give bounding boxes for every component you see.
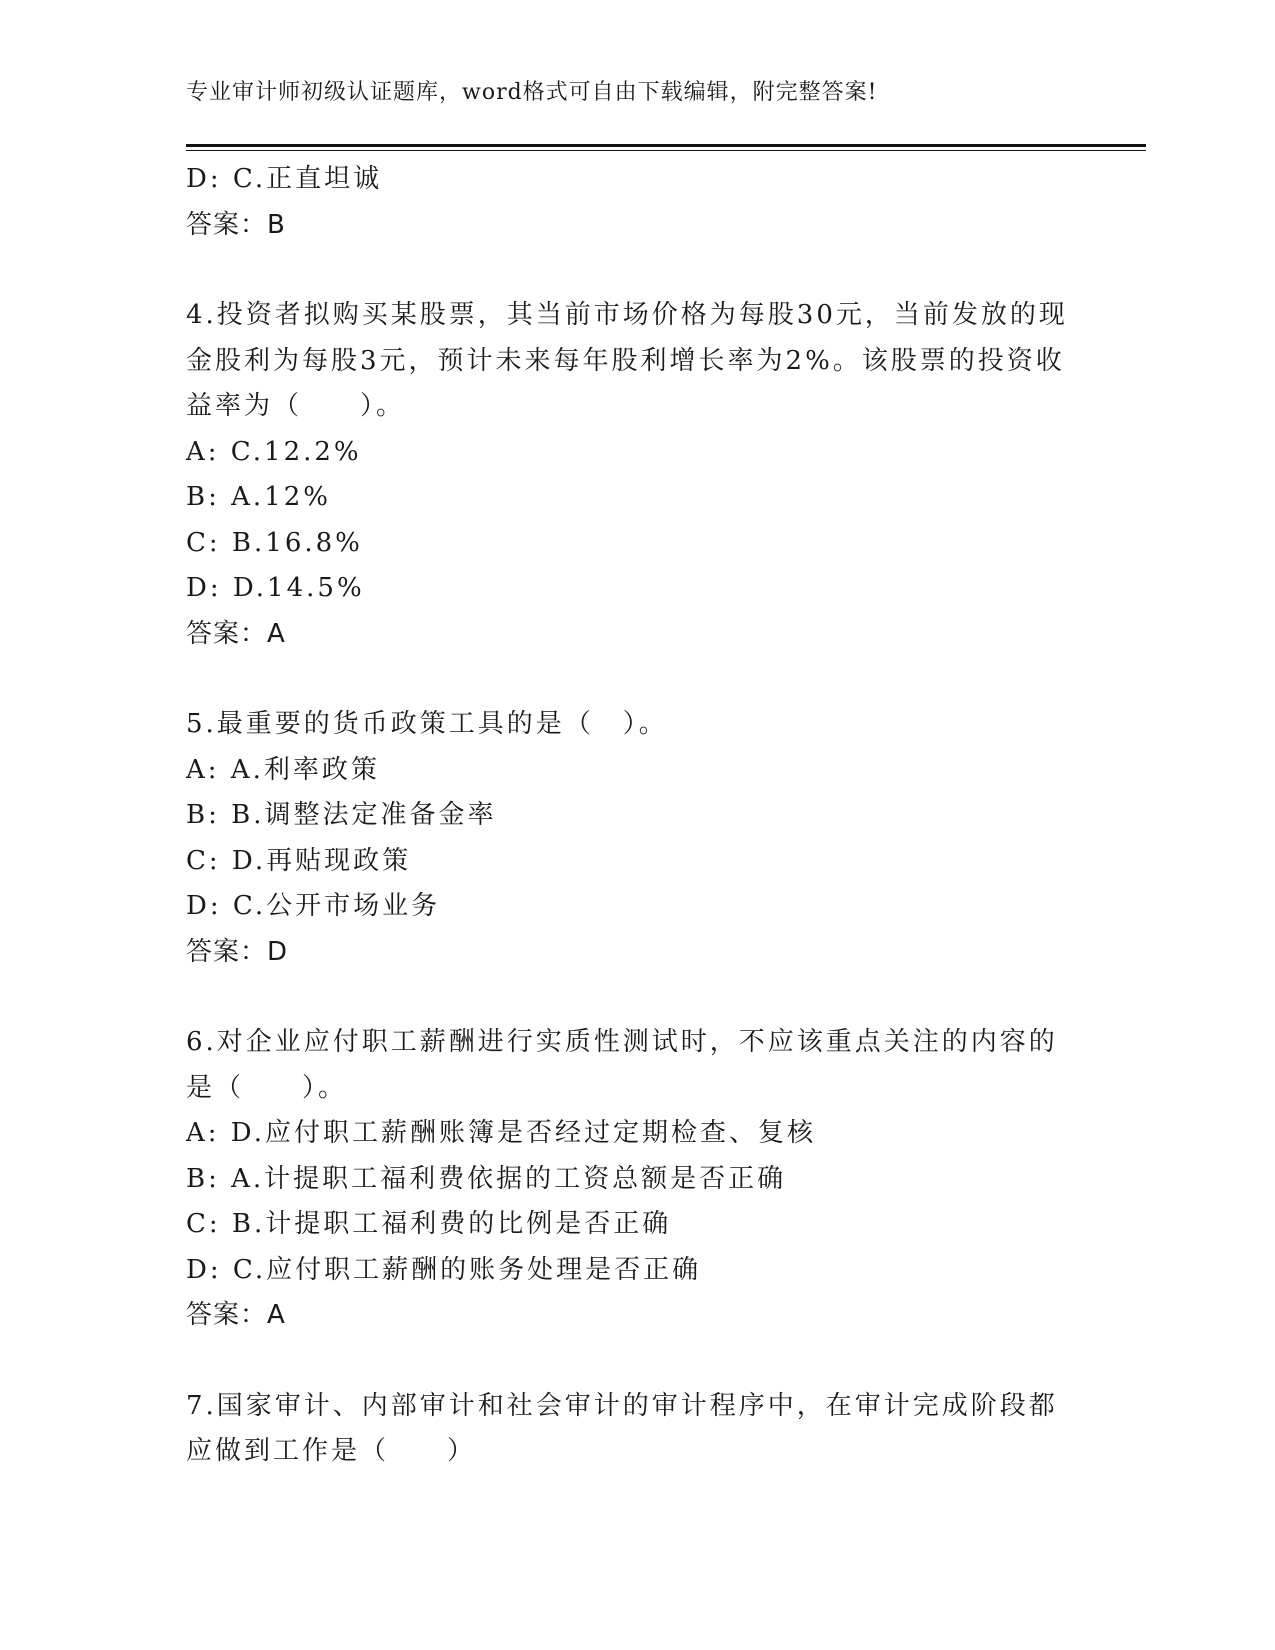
option-line: C: B.16.8%	[186, 527, 363, 558]
question-stem-line: 金股利为每股3元，预计未来每年股利增长率为2%。该股票的投资收	[186, 345, 1065, 376]
option-line: A: A.利率政策	[186, 754, 380, 785]
option-line: B: B.调整法定准备金率	[186, 800, 497, 830]
question-block	[186, 1384, 1086, 1475]
header-divider-thick	[186, 144, 1146, 147]
header-divider-thin	[186, 150, 1146, 151]
question-block	[186, 702, 1086, 975]
question-stem-line: 应做到工作是（ ）	[186, 1436, 477, 1466]
option-line: B: A.12%	[186, 482, 331, 512]
option-line: B: A.计提职工福利费依据的工资总额是否正确	[186, 1163, 787, 1194]
question-stem-line: 7.国家审计、内部审计和社会审计的审计程序中，在审计完成阶段都	[186, 1390, 1058, 1421]
question-block	[186, 1020, 1086, 1339]
question-block	[186, 293, 1086, 657]
question-stem-line: 4.投资者拟购买某股票，其当前市场价格为每股30元，当前发放的现	[186, 300, 1068, 330]
option-line: D: D.14.5%	[186, 573, 365, 603]
option-line: A: D.应付职工薪酬账簿是否经过定期检查、复核	[186, 1118, 816, 1148]
answer-line: 答案：D	[186, 936, 289, 967]
option-line: A: C.12.2%	[186, 436, 362, 467]
option-line: C: D.再贴现政策	[186, 845, 412, 876]
question-stem-line: 6.对企业应付职工薪酬进行实质性测试时，不应该重点关注的内容的	[186, 1027, 1058, 1057]
option-line: D: C.正直坦诚	[186, 164, 383, 194]
option-line: D: C.应付职工薪酬的账务处理是否正确	[186, 1254, 702, 1285]
question-stem-line: 是（ ）。	[186, 1072, 348, 1103]
question-content	[186, 157, 1086, 1475]
option-line: D: C.公开市场业务	[186, 891, 441, 921]
option-line: C: B.计提职工福利费的比例是否正确	[186, 1209, 672, 1239]
answer-line: 答案：A	[186, 1300, 286, 1330]
answer-line: 答案：A	[186, 618, 286, 649]
question-stem-line: 益率为（ ）。	[186, 391, 406, 421]
answer-line: 答案：B	[186, 209, 286, 240]
page-header: 专业审计师初级认证题库，word格式可自由下载编辑，附完整答案!	[186, 80, 878, 105]
question-stem-line: 5.最重要的货币政策工具的是（ ）。	[186, 709, 668, 739]
